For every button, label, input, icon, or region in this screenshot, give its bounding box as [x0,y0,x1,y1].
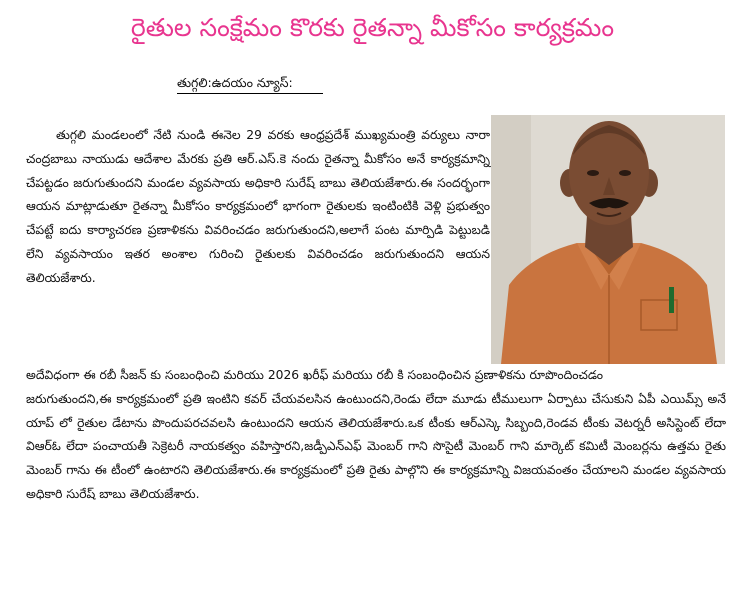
article-paragraph-1: తుగ్గలి మండలంలో నేటి నుండి ఈనెల 29 వరకు ఆంధ్రప్రదేశ్ ముఖ్యమంత్రి వర్యులు నారా చంద్రబాబు నాయుడు ఆదేశాల మేరకు ప్రతి ఆర్.ఎస్.కె నందు రైతన్నా మీకోసం అనే కార్యక్రమాన్ని చేపట్టడం జరుగుతుందని మండల వ్యవసాయ అధికారి సురేష్ బాబు తెలియజేశారు.ఈ సందర్భంగా ఆయన మాట్లాడుతూ రైతన్నా మీకోసం కార్యక్రమంలో భాగంగా రైతులకు ఇంటింటికి వెళ్లి ప్రభుత్వం చేపట్టే ఐదు కార్యాచరణ ప్రణాళికను వివరించడం జరుగుతుందని,అలాగే పంట మార్పిడి పెట్టుబడి లేని వ్యవసాయం ఇతర అంశాల గురించి రైతులకు వివరించడం జరుగుతుందని ఆయన తెలియజేశారు. [26,128,490,285]
left-eye [587,170,599,176]
article-body-column [26,124,490,291]
pocket-pen [669,287,674,313]
article-byline: తుగ్గలి:ఉదయం న్యూస్: [177,75,293,90]
article-paragraph-2-start: అదేవిధంగా ఈ రబీ సీజన్ కు సంబంధించి మరియు 2026 ఖరీఫ్ మరియు రబీ కి సంబంధించిన ప్రణాళికను రూపొందించడం [26,368,603,382]
head [569,121,649,225]
article-paragraph-2-rest: జరుగుతుందని,ఈ కార్యక్రమంలో ప్రతి ఇంటిని కవర్ చేయవలసిన ఉంటుందని,రెండు లేదా మూడు టీములుగా ఏర్పాటు చేసుకుని ఏపీ ఎయిమ్స్ అనే యాప్ లో రైతుల డేటాను పొందుపరచవలసి ఉంటుందని ఆయన తెలియజేశారు.ఒక టీంకు ఆర్ఎస్కె సిబ్బంది,రెండవ టీంకు వెటర్నరీ అసిస్టెంట్ లేదా విఆర్ఓ లేదా పంచాయతీ సెక్రెటరీ నాయకత్వం వహిస్తారని,జడ్పీఎన్ఎఫ్ మెంబర్ గాని సొసైటీ మెంబర్ గాని మార్కెట్ కమిటీ మెంబర్లను ఉత్తమ రైతు మెంబర్ గాను ఈ టీంలో ఉంటారని తెలియజేశారు.ఈ కార్యక్రమంలో ప్రతి రైతు పాల్గొని ఈ కార్యక్రమాన్ని విజయవంతం చేయాలని మండల వ్యవసాయ అధికారి సురేష్ బాబు తెలియజేశారు. [26,391,726,501]
article-headline: రైతుల సంక్షేమం కొరకు రైతన్నా మీకోసం కార్యక్రమం [130,13,615,42]
article-body-full-width [26,364,726,507]
officer-portrait-illustration [491,115,725,364]
byline-underline [177,93,323,94]
right-eye [619,170,631,176]
officer-photo [491,115,725,364]
